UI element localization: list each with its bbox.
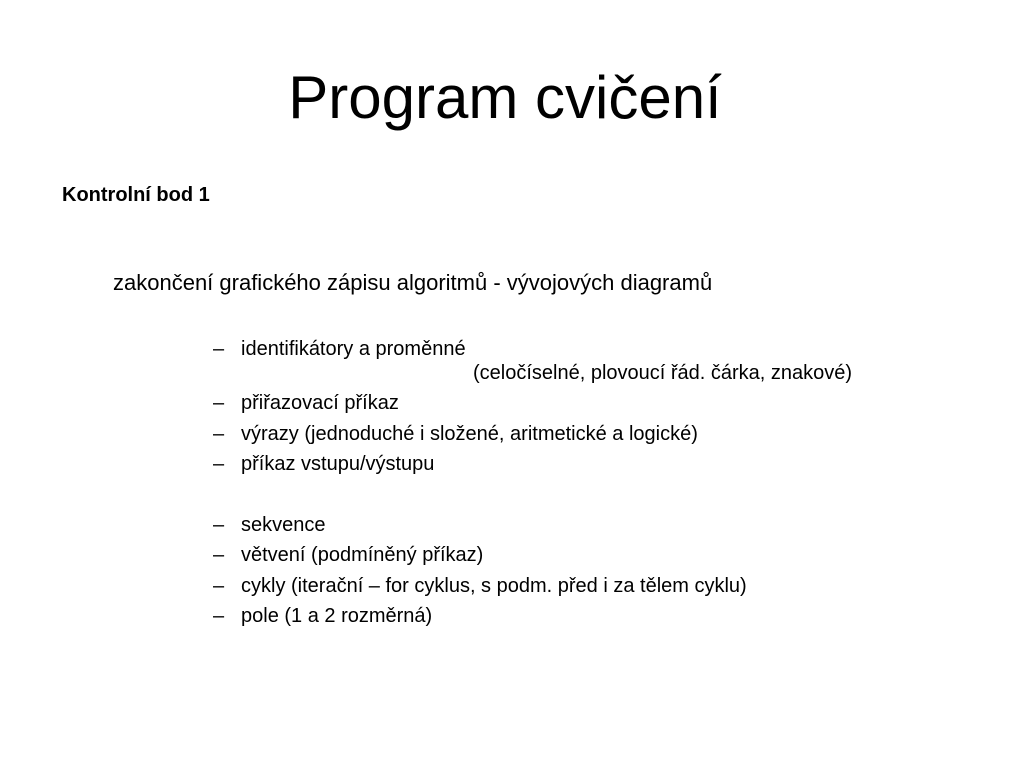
list-item bbox=[213, 574, 852, 605]
list-item-text: sekvence bbox=[241, 513, 326, 536]
slide-title: Program cvičení bbox=[288, 64, 722, 131]
list-item-text: větvení (podmíněný příkaz) bbox=[241, 544, 484, 566]
list-item-text: příkaz vstupu/výstupu bbox=[241, 453, 435, 475]
slide-subtitle: Kontrolní bod 1 bbox=[62, 184, 210, 206]
list-item bbox=[213, 543, 852, 574]
list-item bbox=[213, 452, 852, 483]
sub-bullet-list bbox=[213, 337, 852, 635]
list-item-text: cykly (iterační – for cyklus, s podm. před i za tělem cyklu) bbox=[241, 574, 747, 597]
list-item-text: pole (1 a 2 rozměrná) bbox=[241, 605, 433, 627]
list-item-text: přiřazovací příkaz bbox=[241, 392, 399, 414]
list-item bbox=[213, 422, 852, 453]
dash-bullet: – bbox=[213, 392, 225, 414]
dash-bullet: – bbox=[213, 422, 225, 445]
dash-bullet: – bbox=[213, 453, 225, 475]
list-item bbox=[213, 604, 852, 635]
dash-bullet: – bbox=[213, 338, 225, 360]
dash-bullet: – bbox=[213, 605, 225, 627]
dash-bullet: – bbox=[213, 513, 225, 536]
dash-bullet: – bbox=[213, 574, 225, 597]
main-bullet-point: zakončení grafického zápisu algoritmů - vývojových diagramů bbox=[113, 270, 713, 295]
list-item-text: identifikátory a proměnné bbox=[241, 338, 466, 360]
list-spacer bbox=[213, 483, 852, 513]
dash-bullet: – bbox=[213, 544, 225, 566]
list-item bbox=[213, 513, 852, 544]
list-item-text: (celočíselné, plovoucí řád. čárka, znakové) bbox=[473, 361, 853, 384]
list-item-text: výrazy (jednoduché i složené, aritmetické a logické) bbox=[241, 422, 698, 445]
list-item-continuation bbox=[213, 361, 852, 392]
list-item bbox=[213, 391, 852, 422]
